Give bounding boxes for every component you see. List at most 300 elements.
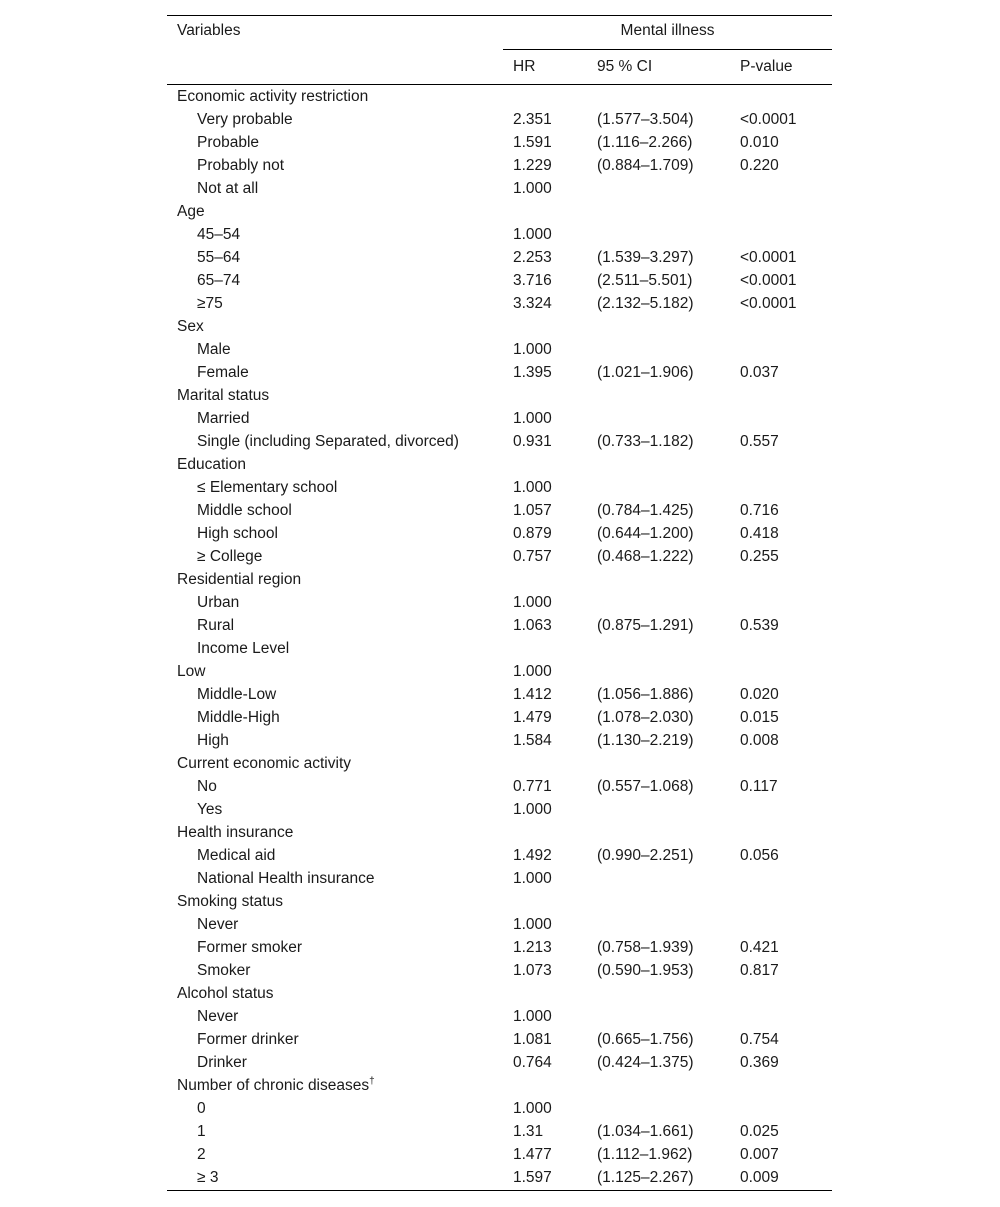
row-sublabel [167,867,503,890]
table-row [167,177,832,200]
row-label-text: ≥75 [197,294,223,312]
hr-value: 1.395 [513,363,552,381]
ci-value: (0.784–1.425) [597,501,694,519]
row-label-text: 2 [197,1145,206,1163]
hr-value [503,1074,587,1097]
row-sublabel [167,637,503,660]
table-row [167,1005,832,1028]
row-label-text: Not at all [197,179,259,197]
hr-value: 3.324 [513,294,552,312]
row-label-text: Rural [197,616,235,634]
row-label-text: Drinker [197,1053,247,1071]
row-sublabel [167,706,503,729]
row-sublabel [167,1051,503,1074]
row-label-text: Never [197,915,239,933]
hr-value: 1.000 [513,409,552,427]
row-label-text: Probable [197,133,260,151]
table-row [167,752,832,775]
table-row [167,154,832,177]
table-row [167,223,832,246]
row-label-text: Current economic activity [177,754,352,772]
row-sublabel [167,430,503,453]
row-sublabel [167,154,503,177]
hr-value [503,453,587,476]
pvalue-value: 0.369 [740,1053,779,1071]
hr-header: HR [503,50,587,85]
pvalue-value: <0.0001 [740,271,797,289]
row-category-label [167,821,503,844]
row-sublabel [167,361,503,384]
row-label-text: Marital status [177,386,270,404]
ci-value [587,315,730,338]
ci-value [587,637,730,660]
row-label-text: High school [197,524,278,542]
hr-value [503,982,587,1005]
row-label-text: ≥ 3 [197,1169,219,1186]
row-sublabel [167,246,503,269]
ci-value [587,338,730,361]
table-row [167,476,832,499]
row-label-text: Income Level [197,639,290,657]
header-row-group [167,16,832,50]
hr-value: 1.000 [513,478,552,496]
table-row [167,1051,832,1074]
table-row [167,131,832,154]
table-row [167,683,832,706]
hr-value: 1.492 [513,846,552,864]
table-row [167,1166,832,1191]
hr-value: 1.000 [513,340,552,358]
pvalue-value: 0.117 [740,777,778,795]
row-sublabel [167,1097,503,1120]
row-label-text: Age [177,202,205,220]
row-label-text: Former smoker [197,938,303,956]
row-label-text: Education [177,455,246,473]
hr-value: 0.757 [513,547,552,565]
ci-value [587,798,730,821]
table-row [167,384,832,407]
row-label-text: 1 [197,1122,206,1140]
hr-value [503,200,587,223]
ci-value: (0.990–2.251) [597,846,694,864]
row-sublabel [167,683,503,706]
hr-value [503,384,587,407]
row-sublabel [167,1166,503,1191]
hr-value: 1.412 [513,685,552,703]
ci-value [587,1097,730,1120]
hr-value: 1.591 [513,133,552,151]
ci-value [587,476,730,499]
pvalue-value: 0.255 [740,547,779,565]
ci-value: (0.644–1.200) [597,524,694,542]
row-label-text: Probably not [197,156,285,174]
ci-value: (2.511–5.501) [597,271,693,289]
row-sublabel [167,729,503,752]
ci-value: (1.130–2.219) [597,731,694,749]
row-label-text: 0 [197,1099,206,1117]
hr-value: 1.213 [513,938,552,956]
hr-value: 1.000 [513,179,552,197]
row-label-text: Male [197,340,231,358]
table-row [167,1120,832,1143]
row-sublabel [167,522,503,545]
ci-value [587,200,730,223]
ci-value: (0.557–1.068) [597,777,694,795]
ci-value: (0.424–1.375) [597,1053,694,1071]
table-row [167,292,832,315]
hr-value: 2.351 [513,110,552,128]
pvalue-value: 0.716 [740,501,779,519]
row-sublabel [167,545,503,568]
row-label-text: Single (including Separated, divorced) [197,432,459,450]
footnote-marker: † [369,1075,375,1087]
hr-value: 3.716 [513,271,552,289]
ci-value: (0.665–1.756) [597,1030,694,1048]
row-sublabel [167,844,503,867]
results-table-container [167,15,832,1191]
ci-value [587,867,730,890]
pvalue-value: <0.0001 [740,248,797,266]
ci-header: 95 % CI [587,50,730,85]
pvalue-value: 0.220 [740,156,779,174]
ci-value: (0.733–1.182) [597,432,694,450]
row-label-text: 65–74 [197,271,241,289]
pvalue-value [730,591,832,614]
pvalue-value [730,660,832,683]
row-label-text: Residential region [177,570,302,588]
hr-value: 1.063 [513,616,552,634]
table-row [167,1074,832,1097]
table-row [167,1143,832,1166]
table-row [167,315,832,338]
pvalue-value [730,1074,832,1097]
table-row [167,729,832,752]
hr-value: 1.000 [513,869,552,887]
pvalue-header: P-value [730,50,832,85]
row-sublabel [167,338,503,361]
row-sublabel [167,108,503,131]
pvalue-value [730,200,832,223]
ci-value [587,591,730,614]
hr-value: 1.000 [513,662,552,680]
row-label-text: Medical aid [197,846,276,864]
ci-value: (1.078–2.030) [597,708,694,726]
row-label-text: Married [197,409,250,427]
row-label-text: 45–54 [197,225,241,243]
table-row [167,982,832,1005]
row-sublabel [167,407,503,430]
pvalue-value: 0.009 [730,1166,832,1191]
row-category-label [167,752,503,775]
row-label-text: Economic activity restriction [177,87,369,105]
row-label-text: Smoker [197,961,251,979]
table-row [167,890,832,913]
row-sublabel [167,177,503,200]
ci-value: (0.875–1.291) [597,616,694,634]
ci-value [587,890,730,913]
table-row [167,1028,832,1051]
hr-value: 0.931 [513,432,552,450]
row-label-text: Smoking status [177,892,283,910]
pvalue-value [730,85,832,109]
hr-value: 1.000 [513,593,552,611]
row-label-text: ≥ College [197,547,263,565]
hr-value: 2.253 [513,248,552,266]
row-label-text: Middle school [197,501,292,519]
row-label-text: Former drinker [197,1030,299,1048]
row-sublabel [167,913,503,936]
row-category-label [167,568,503,591]
hr-value: 1.000 [513,800,552,818]
row-category-label [167,200,503,223]
row-label-text: ≤ Elementary school [197,478,338,496]
table-row [167,108,832,131]
ci-value: (0.468–1.222) [597,547,694,565]
table-row [167,591,832,614]
row-sublabel [167,959,503,982]
hr-value [503,315,587,338]
pvalue-value: 0.008 [740,731,779,749]
row-category-label [167,660,503,683]
ci-value: (1.577–3.504) [597,110,694,128]
pvalue-value [730,890,832,913]
table-header [167,16,832,85]
pvalue-value: 0.025 [740,1122,779,1140]
table-row [167,614,832,637]
table-row [167,85,832,109]
row-sublabel [167,591,503,614]
pvalue-value: <0.0001 [740,110,797,128]
hr-value: 0.764 [513,1053,552,1071]
row-sublabel [167,1143,503,1166]
ci-value [587,177,730,200]
table-row [167,545,832,568]
table-row [167,913,832,936]
ci-value: (1.112–1.962) [597,1145,693,1163]
hr-value: 1.31 [513,1122,544,1140]
hr-value: 1.000 [513,1099,552,1117]
pvalue-value: 0.007 [740,1145,779,1163]
ci-value [587,384,730,407]
pvalue-value [730,867,832,890]
ci-value [587,1074,730,1097]
hr-value [503,890,587,913]
row-label-text: High [197,731,229,749]
ci-value [587,1005,730,1028]
ci-value: (1.539–3.297) [597,248,694,266]
pvalue-value [730,821,832,844]
row-label-text: National Health insurance [197,869,375,887]
table-row [167,499,832,522]
pvalue-value [730,798,832,821]
pvalue-value: 0.020 [740,685,779,703]
hr-value: 1.229 [513,156,552,174]
row-category-label [167,890,503,913]
table-row [167,867,832,890]
row-sublabel [167,1028,503,1051]
ci-value [587,223,730,246]
table-row [167,453,832,476]
ci-value [587,85,730,109]
ci-value: (0.758–1.939) [597,938,694,956]
pvalue-value: 0.015 [740,708,779,726]
pvalue-value [730,223,832,246]
row-label-text: Sex [177,317,204,335]
header-row-columns [167,50,832,85]
table-row [167,361,832,384]
row-sublabel [167,798,503,821]
row-category-label [167,85,503,109]
ci-value [587,453,730,476]
pvalue-value [730,913,832,936]
table-row [167,821,832,844]
pvalue-value [730,1097,832,1120]
table-row [167,568,832,591]
hr-value [503,821,587,844]
hr-value: 1.597 [503,1166,587,1191]
hazard-ratio-table [167,15,832,1191]
table-row [167,706,832,729]
row-sublabel [167,269,503,292]
table-row [167,936,832,959]
ci-value: (0.884–1.709) [597,156,694,174]
pvalue-value [730,384,832,407]
hr-value: 1.073 [513,961,552,979]
ci-value: (1.056–1.886) [597,685,694,703]
table-row [167,430,832,453]
hr-value: 1.000 [513,1007,552,1025]
hr-value [503,568,587,591]
row-label-text: Female [197,363,249,381]
row-sublabel [167,292,503,315]
row-category-label [167,1074,503,1097]
pvalue-value: 0.418 [740,524,779,542]
table-row [167,269,832,292]
ci-value [587,982,730,1005]
pvalue-value [730,752,832,775]
row-category-label [167,384,503,407]
ci-value [587,913,730,936]
ci-value [587,407,730,430]
pvalue-value [730,1005,832,1028]
row-sublabel [167,1120,503,1143]
ci-value: (1.125–2.267) [587,1166,730,1191]
pvalue-value [730,338,832,361]
pvalue-value [730,637,832,660]
row-label-text: Middle-High [197,708,280,726]
row-label-text: 55–64 [197,248,241,266]
table-row [167,637,832,660]
row-sublabel [167,131,503,154]
ci-value [587,568,730,591]
hr-value: 1.000 [513,915,552,933]
row-sublabel [167,614,503,637]
pvalue-value: 0.539 [740,616,779,634]
table-row [167,407,832,430]
pvalue-value: <0.0001 [740,294,797,312]
pvalue-value: 0.817 [740,961,779,979]
row-label-text: No [197,777,217,795]
pvalue-value: 0.056 [740,846,779,864]
table-row [167,775,832,798]
row-label-text: Yes [197,800,223,818]
header-spacer [167,50,503,85]
table-row [167,959,832,982]
row-label-text: Never [197,1007,239,1025]
table-row [167,1097,832,1120]
ci-value: (1.034–1.661) [597,1122,694,1140]
variables-header: Variables [167,16,503,50]
row-label-text: Low [177,662,206,680]
table-row [167,844,832,867]
hr-value: 0.771 [513,777,552,795]
ci-value: (1.116–2.266) [597,133,693,151]
ci-value: (0.590–1.953) [597,961,694,979]
pvalue-value: 0.010 [740,133,779,151]
row-label-text: Very probable [197,110,293,128]
table-row [167,200,832,223]
row-sublabel [167,476,503,499]
ci-value [587,752,730,775]
ci-value: (2.132–5.182) [597,294,694,312]
pvalue-value: 0.754 [740,1030,779,1048]
row-sublabel [167,775,503,798]
row-label-text: Number of chronic diseases [177,1076,370,1094]
hr-value: 1.584 [513,731,552,749]
table-row [167,522,832,545]
row-sublabel [167,936,503,959]
row-label-text: Urban [197,593,240,611]
ci-value [587,660,730,683]
row-category-label [167,315,503,338]
table-body [167,85,832,1191]
row-label-text: Middle-Low [197,685,277,703]
mental-illness-header: Mental illness [503,16,832,50]
pvalue-value: 0.037 [740,363,779,381]
table-row [167,246,832,269]
table-row [167,338,832,361]
pvalue-value [730,315,832,338]
row-label-text: Alcohol status [177,984,274,1002]
hr-value [503,637,587,660]
hr-value: 1.057 [513,501,552,519]
pvalue-value: 0.557 [740,432,779,450]
pvalue-value [730,568,832,591]
pvalue-value [730,476,832,499]
pvalue-value [730,407,832,430]
hr-value: 1.477 [513,1145,552,1163]
row-label-text: Health insurance [177,823,294,841]
row-category-label [167,982,503,1005]
row-category-label [167,453,503,476]
hr-value [503,85,587,109]
pvalue-value: 0.421 [740,938,779,956]
hr-value: 0.879 [513,524,552,542]
hr-value: 1.000 [513,225,552,243]
row-sublabel [167,1005,503,1028]
pvalue-value [730,177,832,200]
pvalue-value [730,982,832,1005]
hr-value: 1.081 [513,1030,552,1048]
table-row [167,798,832,821]
row-sublabel [167,223,503,246]
ci-value [587,821,730,844]
row-sublabel [167,499,503,522]
pvalue-value [730,453,832,476]
hr-value [503,752,587,775]
table-row [167,660,832,683]
ci-value: (1.021–1.906) [597,363,694,381]
